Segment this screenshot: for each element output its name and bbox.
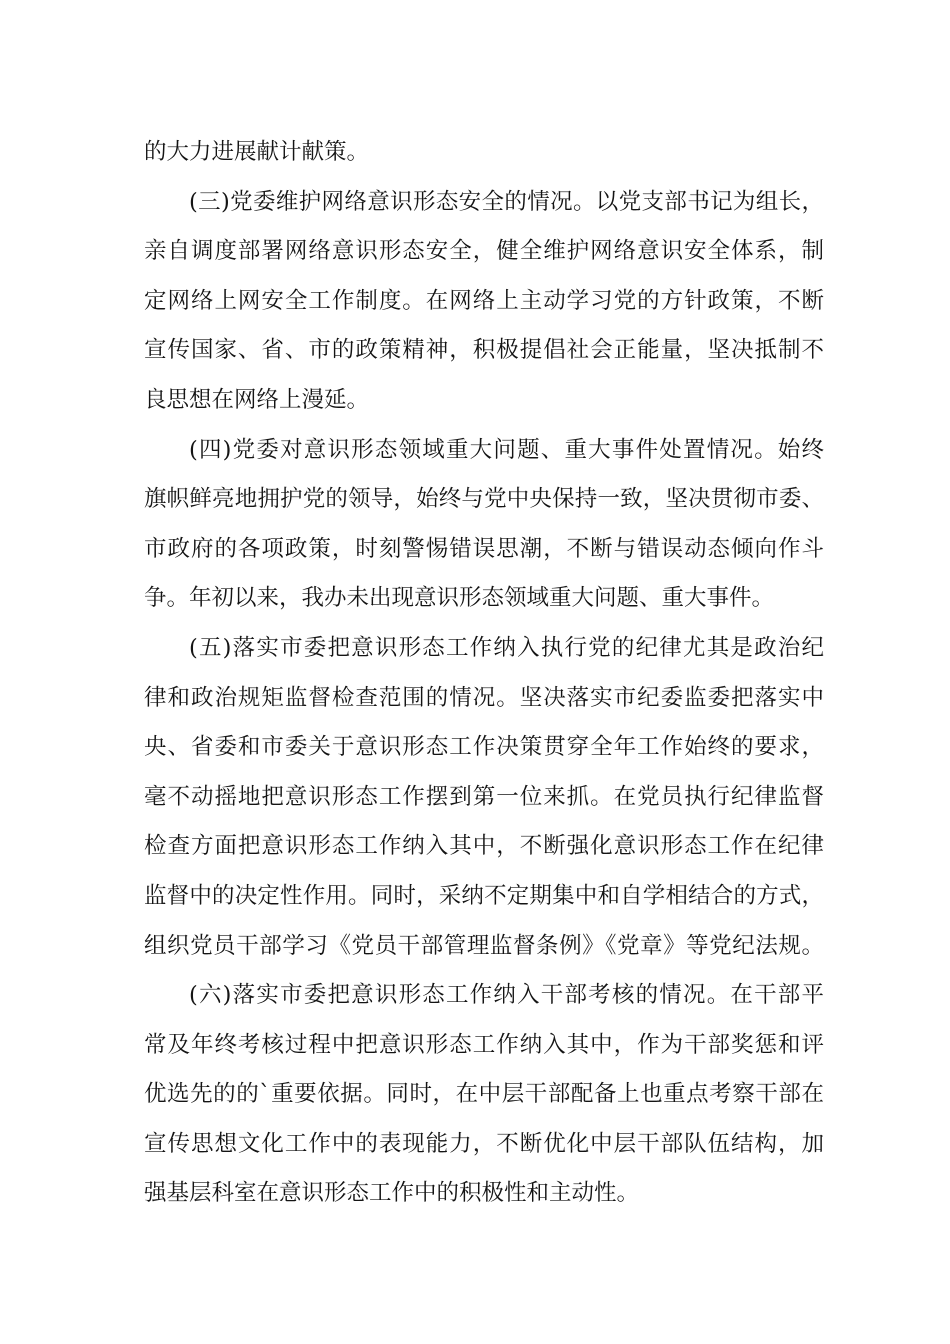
paragraph-line: 强基层科室在意识形态工作中的积极性和主动性。 xyxy=(144,1180,640,1207)
paragraph-line: 组织党员干部学习《党员干部管理监督条例》《党章》等党纪法规。 xyxy=(144,932,824,959)
paragraph-line: 争。年初以来，我办未出现意识形态领域重大问题、重大事件。 xyxy=(144,585,775,612)
paragraph-line: 优选先的的`重要依据。同时，在中层干部配备上也重点考察干部在 xyxy=(144,1081,824,1108)
paragraph-line: 的大力进展献计献策。 xyxy=(144,139,370,165)
paragraph-line: 检查方面把意识形态工作纳入其中，不断强化意识形态工作在纪律 xyxy=(144,833,824,860)
paragraph-line: 市政府的各项政策，时刻警惕错误思潮，不断与错误动态倾向作斗 xyxy=(144,535,824,562)
paragraph-line: 常及年终考核过程中把意识形态工作纳入其中，作为干部奖惩和评 xyxy=(144,1031,824,1058)
paragraph-line: 旗帜鲜亮地拥护党的领导，始终与党中央保持一致，坚决贯彻市委、 xyxy=(144,486,824,513)
paragraph-line: (五)落实市委把意识形态工作纳入执行党的纪律尤其是政治纪 xyxy=(189,634,824,661)
paragraph-line: 监督中的决定性作用。同时，采纳不定期集中和自学相结合的方式， xyxy=(144,882,824,909)
paragraph-line: 定网络上网安全工作制度。在网络上主动学习党的方针政策，不断 xyxy=(144,287,824,314)
paragraph-line: 毫不动摇地把意识形态工作摆到第一位来抓。在党员执行纪律监督 xyxy=(144,783,824,810)
paragraph-line: (三)党委维护网络意识形态安全的情况。以党支部书记为组长， xyxy=(189,188,824,215)
paragraph-line: 亲自调度部署网络意识形态安全，健全维护网络意识安全体系，制 xyxy=(144,238,824,265)
paragraph-line: 宣传国家、省、市的政策精神，积极提倡社会正能量，坚决抵制不 xyxy=(144,337,824,364)
paragraph-line: 良思想在网络上漫延。 xyxy=(144,386,370,413)
paragraph-line: 央、省委和市委关于意识形态工作决策贯穿全年工作始终的要求， xyxy=(144,734,824,761)
paragraph-line: (六)落实市委把意识形态工作纳入干部考核的情况。在干部平 xyxy=(189,982,824,1009)
paragraph-line: (四)党委对意识形态领域重大问题、重大事件处置情况。始终 xyxy=(189,436,824,463)
paragraph-line: 律和政治规矩监督检查范围的情况。坚决落实市纪委监委把落实中 xyxy=(144,684,824,711)
document-body xyxy=(144,128,824,1219)
paragraph-line: 宣传思想文化工作中的表现能力，不断优化中层干部队伍结构，加 xyxy=(144,1130,824,1157)
